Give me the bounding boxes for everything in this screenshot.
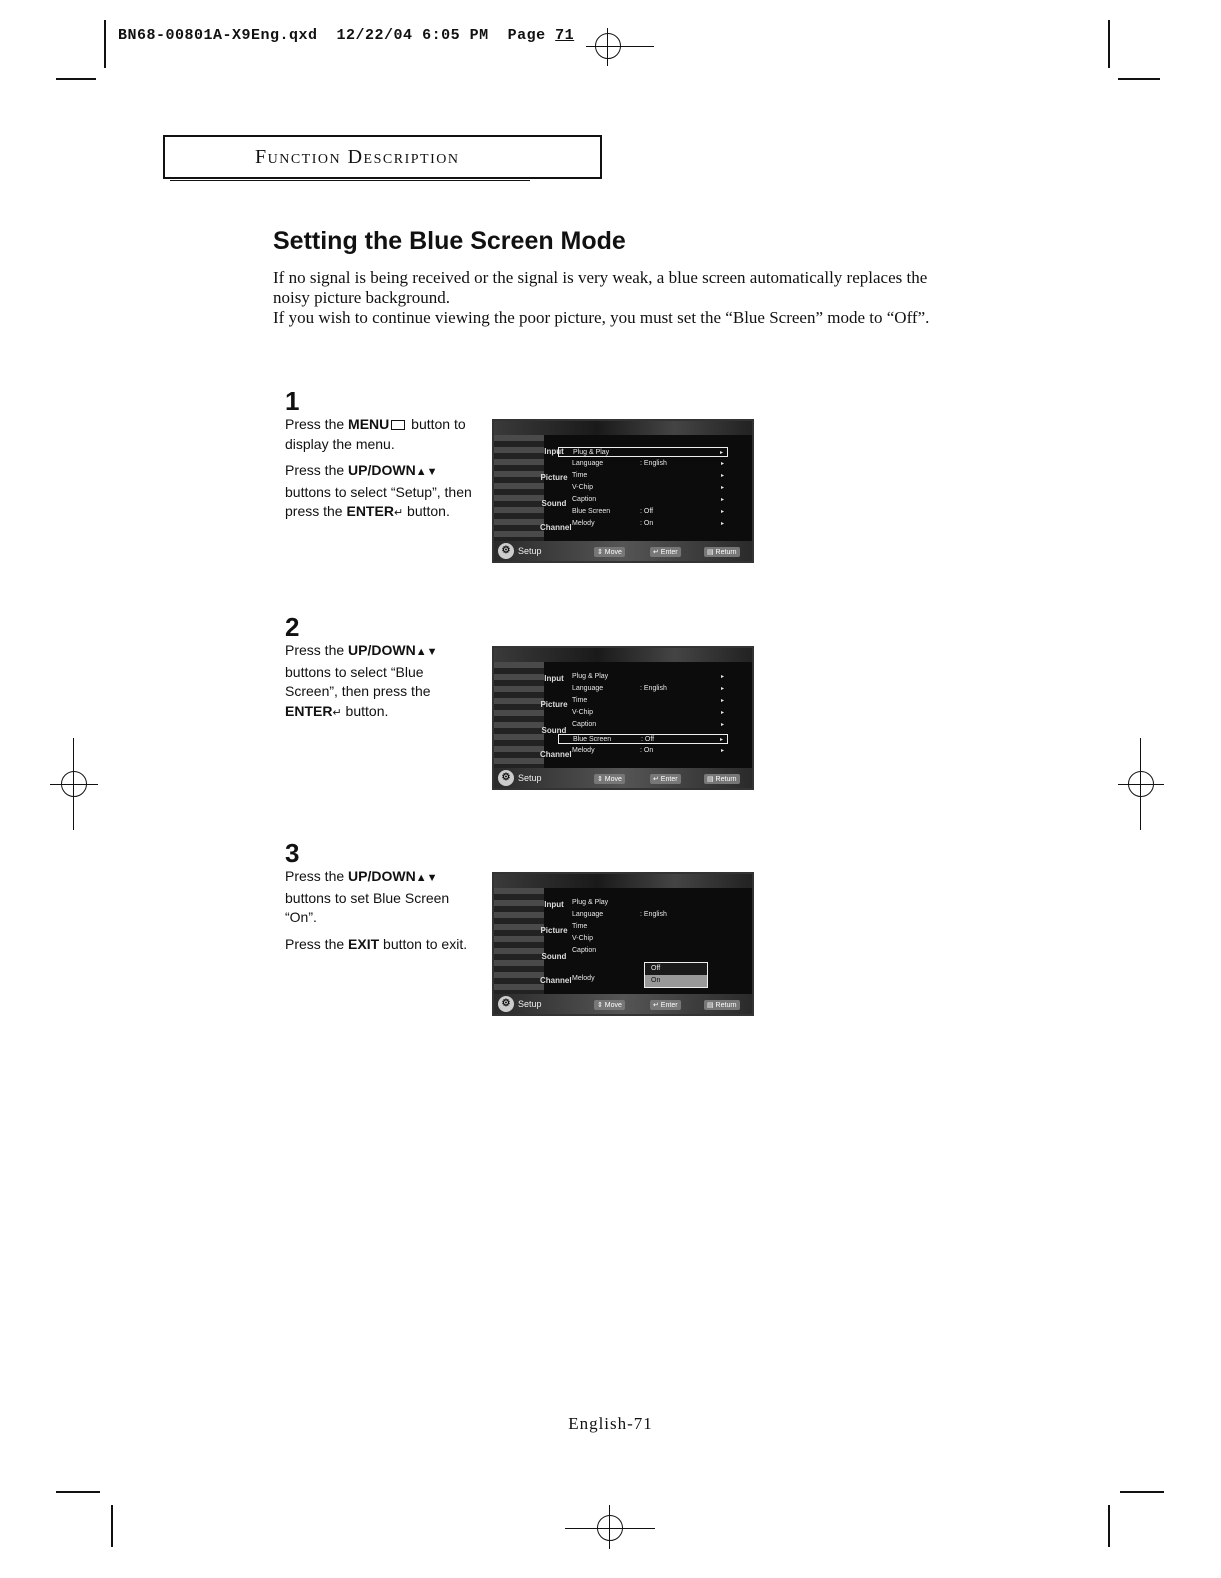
osd-sidebar	[494, 662, 544, 770]
osd-side-label: Input	[544, 447, 564, 456]
slug-date: 12/22/04	[336, 27, 413, 44]
up-down-arrows-icon: ▲▼	[415, 646, 438, 658]
osd-setup-label: Setup	[518, 999, 542, 1009]
osd-hint: ⇕ Move	[594, 774, 625, 784]
osd-side-label: Channel	[540, 976, 572, 985]
osd-topbar	[494, 421, 752, 435]
osd-sidebar	[494, 435, 544, 543]
osd-menu-item: Blue Screen : Off ▸	[572, 508, 724, 515]
page-number-footer: English-71	[568, 1414, 653, 1433]
setup-icon: ⚙	[498, 996, 514, 1012]
osd-setup-label: Setup	[518, 773, 542, 783]
osd-side-label: Picture	[540, 926, 568, 935]
up-down-arrows-icon: ▲▼	[415, 872, 438, 884]
crop-mark	[1108, 20, 1110, 68]
crop-mark	[104, 20, 106, 68]
osd-menu-item: V-Chip	[572, 935, 594, 942]
osd-menu-item: Melody : On ▸	[572, 520, 724, 527]
osd-menu-item: Melody : On ▸	[572, 747, 724, 754]
osd-menu-item: Language : English	[572, 911, 667, 918]
registration-mark	[73, 738, 74, 830]
osd-topbar	[494, 648, 752, 662]
step-instructions: Press the UP/DOWN▲▼ buttons to set Blue Screen “On”. Press the EXIT button to exit.	[285, 868, 468, 952]
step-number: 1	[285, 386, 300, 416]
popup-option-on: On	[645, 975, 707, 987]
osd-menu-item: V-Chip ▸	[572, 484, 724, 491]
tv-menu-screenshot	[492, 872, 754, 1016]
slug-time: 6:05 PM	[422, 27, 489, 44]
osd-menu-item: Time ▸	[572, 697, 724, 704]
registration-mark	[609, 1505, 610, 1549]
crop-mark	[1120, 1491, 1164, 1493]
tv-menu-screenshot	[492, 646, 754, 790]
popup-option-off: Off	[651, 965, 661, 972]
setup-icon: ⚙	[498, 543, 514, 559]
intro-paragraph: If no signal is being received or the signal is very weak, a blue screen automatically replaces the noisy picture background.	[273, 268, 928, 307]
step-instructions: Press the UP/DOWN▲▼ buttons to select “Blue Screen”, then press the ENTER↵ button.	[285, 642, 438, 719]
up-down-arrows-icon: ▲▼	[415, 466, 438, 478]
crop-mark	[56, 78, 96, 80]
osd-hint: ▤ Return	[704, 547, 740, 557]
osd-menu-item: Time	[572, 923, 588, 930]
registration-mark	[607, 28, 608, 66]
section-header	[163, 135, 602, 179]
slug-file: BN68-00801A-X9Eng.qxd	[118, 27, 318, 44]
osd-topbar	[494, 874, 752, 888]
tv-menu-screenshot	[492, 419, 754, 563]
osd-side-label: Channel	[540, 523, 572, 532]
crop-mark	[1108, 1505, 1110, 1547]
osd-side-label: Sound	[541, 499, 567, 508]
osd-menu-item: Plug & Play	[572, 899, 609, 906]
slug-page-number: 71	[555, 27, 575, 44]
enter-key-icon: ↵	[332, 706, 342, 719]
osd-menu-item: Caption ▸	[572, 721, 724, 728]
osd-hint: ⇕ Move	[594, 1000, 625, 1010]
osd-hint: ↵ Enter	[650, 1000, 681, 1010]
crop-mark	[111, 1505, 113, 1547]
intro-text	[273, 268, 953, 328]
osd-menu-item: Time ▸	[572, 472, 724, 479]
osd-hint: ▤ Return	[704, 774, 740, 784]
osd-menu-item: Language : English ▸	[572, 685, 724, 692]
osd-setup-label: Setup	[518, 546, 542, 556]
section-underline	[170, 180, 530, 181]
slug-page-label: Page	[507, 27, 546, 44]
osd-side-label: Sound	[541, 952, 567, 961]
osd-hint: ⇕ Move	[594, 547, 625, 557]
osd-hint: ▤ Return	[704, 1000, 740, 1010]
osd-hint: ↵ Enter	[650, 547, 681, 557]
setup-icon: ⚙	[498, 770, 514, 786]
osd-menu-item: V-Chip ▸	[572, 709, 724, 716]
crop-mark	[1118, 78, 1160, 80]
step-number: 2	[285, 612, 300, 642]
crop-mark	[56, 1491, 100, 1493]
osd-side-label: Channel	[540, 750, 572, 759]
intro-paragraph: If you wish to continue viewing the poor picture, you must set the “Blue Screen” mode to “Off”.	[273, 308, 930, 327]
blue-screen-options-popup	[644, 962, 708, 988]
registration-mark	[586, 46, 654, 47]
osd-menu-item: Caption ▸	[572, 496, 724, 503]
osd-side-label: Picture	[540, 473, 568, 482]
osd-menu-item: Melody	[572, 975, 595, 982]
osd-side-label: Input	[544, 674, 564, 683]
page-title: Setting the Blue Screen Mode	[273, 227, 626, 255]
step-number: 3	[285, 838, 300, 868]
step-instructions: Press the MENU button to display the menu. Press the UP/DOWN▲▼ buttons to select “Setup”, then press the ENTER↵ button.	[285, 416, 472, 519]
osd-sidebar	[494, 888, 544, 996]
osd-menu-item: Language : English ▸	[572, 460, 724, 467]
osd-side-label: Input	[544, 900, 564, 909]
osd-side-label: Sound	[541, 726, 567, 735]
osd-menu-item: Plug & Play ▸	[572, 673, 724, 680]
osd-menu-item: Caption	[572, 947, 597, 954]
print-slug	[118, 27, 574, 44]
osd-side-label: Picture	[540, 700, 568, 709]
enter-key-icon: ↵	[393, 507, 404, 519]
osd-hint: ↵ Enter	[650, 774, 681, 784]
osd-menu-item: Plug & Play ▸	[558, 447, 728, 457]
section-title: Function Description	[255, 146, 460, 168]
registration-mark	[1140, 738, 1141, 830]
osd-menu-item: Blue Screen : Off ▸	[558, 734, 728, 744]
menu-key-icon	[391, 420, 405, 430]
